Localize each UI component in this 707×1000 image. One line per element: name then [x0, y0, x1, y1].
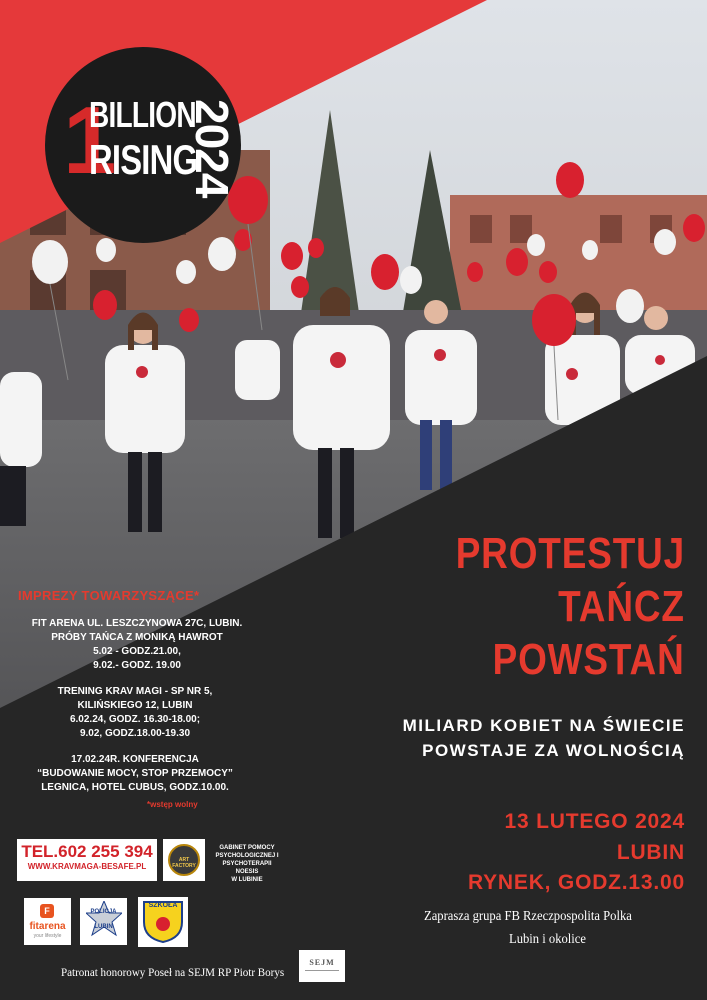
- event-line: 9.02.- GODZ. 19.00: [93, 660, 181, 671]
- sejm-label: SEJM: [309, 958, 335, 967]
- subheadline-line-1: MILIARD KOBIET NA ŚWIECIE: [402, 716, 685, 735]
- event-krav-maga: [0, 685, 270, 741]
- art-factory-label: ART FACTORY: [172, 857, 196, 869]
- event-line: LEGNICA, HOTEL CUBUS, GODZ.10.00.: [41, 782, 229, 793]
- free-entry-note: *wstęp wolny: [147, 800, 198, 809]
- event-line: 6.02.24, GODZ. 16.30-18.00;: [69, 714, 201, 725]
- event-line: 9.02, GODZ.18.00-19.30: [79, 728, 191, 739]
- logo-year: 2024: [186, 99, 238, 198]
- headline-protest: PROTESTUJ: [455, 529, 685, 578]
- police-lubin-sponsor: [80, 898, 127, 945]
- noesis-line: GABINET POMOCY: [219, 845, 275, 851]
- event-line: 17.02.24R. KONFERENCJA: [71, 754, 199, 765]
- logo-billion: BILLION: [89, 94, 196, 135]
- one-billion-rising-logo: [45, 47, 241, 243]
- noesis-line: PSYCHOLOGICZNEJ I: [215, 853, 279, 859]
- noesis-line: PSYCHOTERAPII NOESIS: [222, 861, 272, 875]
- event-line: “BUDOWANIE MOCY, STOP PRZEMOCY”: [37, 768, 233, 779]
- logo-rising: RISING: [89, 136, 198, 183]
- krav-phone: TEL.602 255 394: [21, 842, 153, 861]
- event-line: 5.02 - GODZ.21.00,: [93, 646, 181, 657]
- fitarena-logo-icon: F: [40, 904, 54, 918]
- sejm-underline: [305, 970, 339, 971]
- school-label: SZKOŁA: [148, 902, 178, 909]
- headline-rise: POWSTAŃ: [492, 635, 685, 684]
- krav-website: WWW.KRAVMAGA-BESAFE.PL: [27, 862, 147, 871]
- krav-maga-sponsor: [17, 839, 157, 881]
- fitarena-tagline: your lifestyle: [33, 933, 62, 939]
- fitarena-sponsor: [24, 898, 71, 945]
- art-factory-sponsor: [163, 839, 205, 881]
- fitarena-wordmark: fitarena: [29, 921, 66, 932]
- art-factory-logo-icon: [168, 844, 200, 876]
- subheadline-line-2: POWSTAJE ZA WOLNOŚCIĄ: [422, 741, 685, 760]
- logo-number: 1: [63, 87, 113, 194]
- invite-line-1: Zaprasza grupa FB Rzeczpospolita Polka: [424, 909, 632, 924]
- school-sponsor: [138, 897, 188, 947]
- event-fit-arena: [2, 617, 272, 673]
- event-line: FIT ARENA UL. LESZCZYNOWA 27C, LUBIN.: [31, 618, 243, 629]
- events-title: IMPREZY TOWARZYSZĄCE*: [18, 588, 200, 603]
- police-label: POLICJA: [90, 909, 117, 915]
- police-star-icon: [86, 901, 122, 941]
- invite-line-2: Lubin i okolice: [509, 932, 586, 947]
- event-date: 13 LUTEGO 2024: [504, 810, 685, 833]
- sejm-logo: [299, 950, 345, 982]
- event-line: PRÓBY TAŃCA Z MONIKĄ HAWROT: [51, 632, 223, 643]
- headline-dance: TAŃCZ: [558, 582, 685, 631]
- patronage-text: Patronat honorowy Poseł na SEJM RP Piotr Borys: [61, 965, 285, 979]
- event-city: LUBIN: [616, 841, 685, 864]
- police-city: LUBIN: [94, 924, 113, 930]
- event-line: TRENING KRAV MAGI - SP NR 5,: [57, 686, 213, 697]
- event-conference: [0, 753, 270, 795]
- noesis-sponsor: [212, 844, 282, 884]
- event-place-time: RYNEK, GODZ.13.00: [467, 871, 685, 894]
- event-line: KILIŃSKIEGO 12, LUBIN: [77, 700, 193, 711]
- noesis-line: W LUBINIE: [231, 877, 263, 883]
